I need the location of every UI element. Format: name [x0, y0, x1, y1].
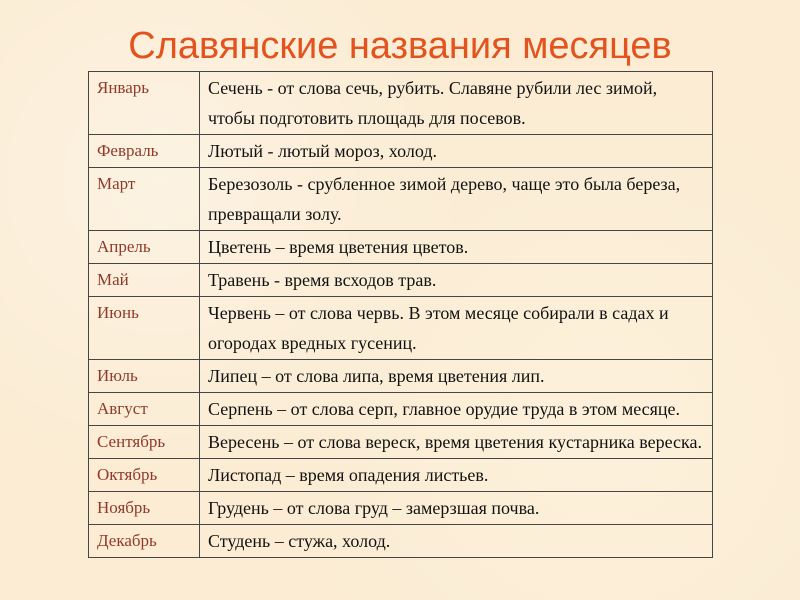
month-description: Вересень – от слова вереск, время цветения кустарника вереска.: [200, 426, 713, 459]
month-description: Листопад – время опадения листьев.: [200, 459, 713, 492]
month-name: Июль: [89, 360, 200, 393]
month-name: Август: [89, 393, 200, 426]
month-description: Серпень – от слова серп, главное орудие труда в этом месяце.: [200, 393, 713, 426]
month-name: Май: [89, 264, 200, 297]
table-row: [89, 264, 713, 297]
month-name: Октябрь: [89, 459, 200, 492]
month-name: Февраль: [89, 135, 200, 168]
month-description: Лютый - лютый мороз, холод.: [200, 135, 713, 168]
table-row: [89, 231, 713, 264]
month-description: Червень – от слова червь. В этом месяце собирали в садах и огородах вредных гусениц.: [200, 297, 713, 360]
table-row: [89, 492, 713, 525]
table-row: [89, 360, 713, 393]
month-description: Студень – стужа, холод.: [200, 525, 713, 558]
page-title: Славянские названия месяцев: [128, 25, 672, 67]
month-description: Березозоль - срубленное зимой дерево, чаще это была береза, превращали золу.: [200, 168, 713, 231]
month-description: Травень - время всходов трав.: [200, 264, 713, 297]
table-row: [89, 393, 713, 426]
table-row: [89, 72, 713, 135]
month-name: Январь: [89, 72, 200, 135]
month-description: Липец – от слова липа, время цветения лип.: [200, 360, 713, 393]
month-description: Грудень – от слова груд – замерзшая почва.: [200, 492, 713, 525]
month-name: Декабрь: [89, 525, 200, 558]
month-name: Июнь: [89, 297, 200, 360]
table-row: [89, 426, 713, 459]
month-description: Цветень – время цветения цветов.: [200, 231, 713, 264]
table-row: [89, 135, 713, 168]
table-row: [89, 168, 713, 231]
table-row: [89, 297, 713, 360]
month-description: Сечень - от слова сечь, рубить. Славяне рубили лес зимой, чтобы подготовить площадь для посевов.: [200, 72, 713, 135]
month-name: Март: [89, 168, 200, 231]
month-name: Апрель: [89, 231, 200, 264]
month-name: Сентябрь: [89, 426, 200, 459]
month-name: Ноябрь: [89, 492, 200, 525]
table-row: [89, 525, 713, 558]
months-table: [88, 71, 713, 558]
table-row: [89, 459, 713, 492]
